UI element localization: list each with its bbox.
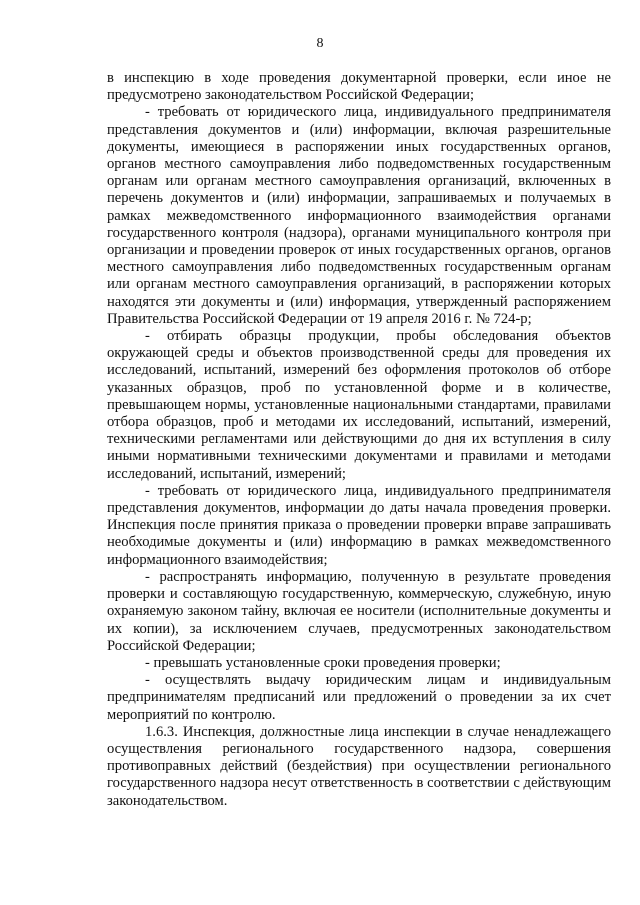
paragraph-list-item: - осуществлять выдачу юридическим лицам и индивидуальным предпринимателям предписаний или предложений о проведении за их счет мероприятий по контролю. (107, 672, 611, 723)
paragraph-list-item: - распространять информацию, полученную в результате проведения проверки и составляющую государственную, коммерческую, служебную, иную охраняемую законом тайну, включая ее носители (исполнительные документы и их копии), за исключением случаев, предусмотренных законодательством Российской Федерации; (107, 568, 611, 654)
paragraph-list-item: - требовать от юридического лица, индивидуального предпринимателя представления документов, информации до даты начала проведения проверки. Инспекция после принятия приказа о проведении проверки вправе запрашивать необходимые документы и (или) информацию в рамках межведомственного информационного взаимодействия; (107, 482, 611, 568)
paragraph-continuation: в инспекцию в ходе проведения документарной проверки, если иное не предусмотрено законодательством Российской Федерации; (107, 70, 611, 104)
paragraph-list-item: - превышать установленные сроки проведения проверки; (145, 654, 501, 671)
page-number: 8 (316, 36, 324, 51)
paragraph-clause: 1.6.3. Инспекция, должностные лица инспекции в случае ненадлежащего осуществления регионального государственного надзора, совершения противоправных действий (бездействия) при осуществлении регионального государственного надзора несут ответственность в соответствии с действующим законодательством. (107, 723, 611, 809)
document-body (107, 70, 611, 810)
paragraph-list-item: - отбирать образцы продукции, пробы обследования объектов окружающей среды и объектов производственной среды для проведения их исследований, испытаний, измерений без оформления протоколов об отборе указанных образцов, проб по установленной форме и в количестве, превышающем нормы, установленные национальными стандартами, правилами отбора образцов, проб и методами их исследований, испытаний, измерений, техническими регламентами или действующими до дня их вступления в силу иными нормативными техническими документами и правилами и методами исследований, испытаний, измерений; (107, 328, 611, 482)
paragraph-list-item: - требовать от юридического лица, индивидуального предпринимателя представления документов и (или) информации, включая разрешительные документы, имеющиеся в распоряжении иных государственных органов, органов местного самоуправления либо подведомственных государственным органам или органам местного самоуправления организаций, включенных в перечень документов и (или) информации, запрашиваемых и получаемых в рамках межведомственного информационного взаимодействия органами государственного контроля (надзора), органами муниципального контроля при организации и проведении проверок от иных государственных органов, органов местного самоуправления либо подведомственных государственным органам или органам местного самоуправления организаций, в распоряжении которых находятся эти документы и (или) информация, утвержденный распоряжением Правительства Российской Федерации от 19 апреля 2016 г. № 724-р; (107, 104, 611, 327)
